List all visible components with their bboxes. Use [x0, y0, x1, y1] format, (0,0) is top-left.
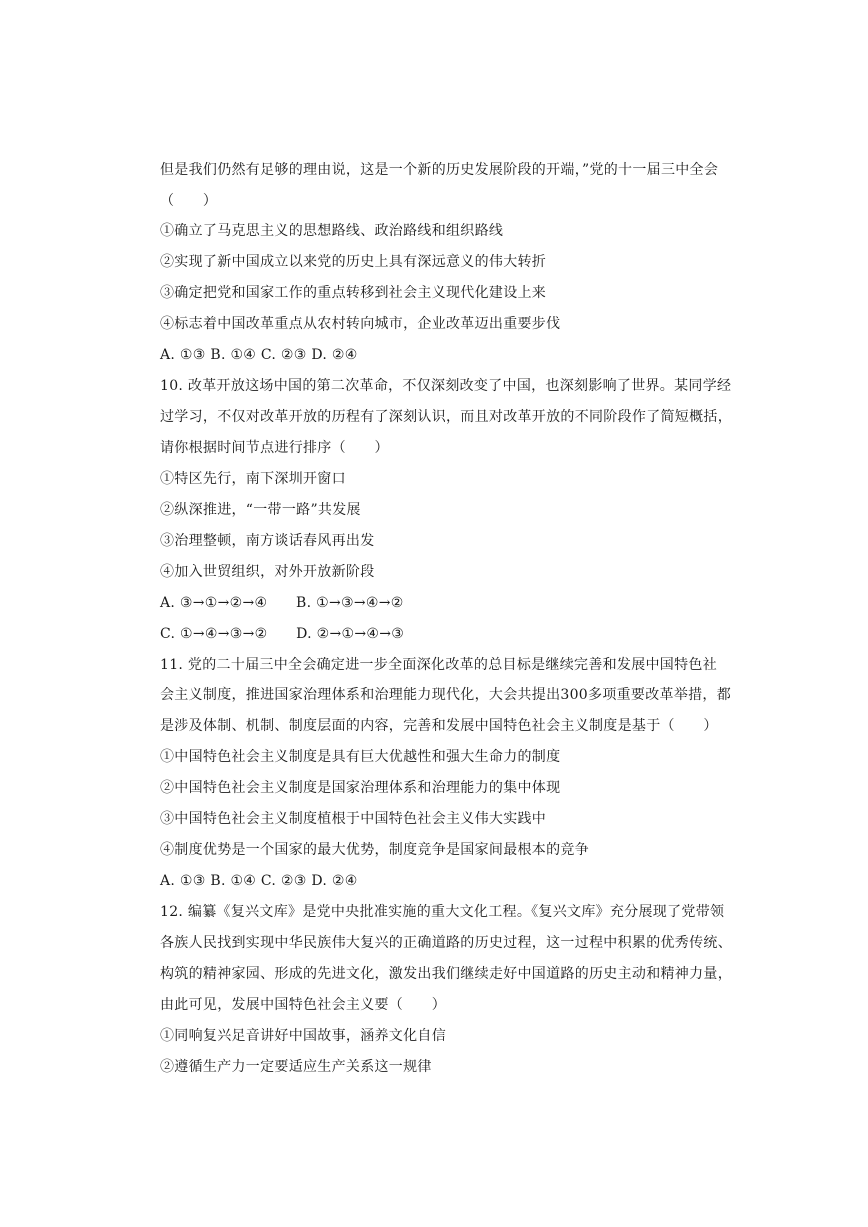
option-line: ④加入世贸组织，对外开放新阶段 — [160, 564, 375, 580]
option-line: ①特区先行，南下深圳开窗口 — [160, 471, 346, 487]
question-12-text: 各族人民找到实现中华民族伟大复兴的正确道路的历史过程，这一过程中积累的优秀传统、 — [160, 935, 732, 951]
answer-bracket: （ ） — [160, 193, 218, 209]
text-line: 但是我们仍然有足够的理由说，这是一个新的历史发展阶段的开端，”党的十一届三中全会 — [160, 162, 719, 178]
question-12-text: 12. 编纂《复兴文库》是党中央批准实施的重大文化工程。《复兴文库》充分展现了党带领 — [160, 904, 725, 920]
option-line: ②纵深推进，“一带一路”共发展 — [160, 502, 361, 518]
choice-line: C. ①→④→③→② D. ②→①→④→③ — [160, 626, 405, 642]
option-line: ②实现了新中国成立以来党的历史上具有深远意义的伟大转折 — [160, 254, 547, 270]
option-line: ①同响复兴足音讲好中国故事，涵养文化自信 — [160, 1028, 446, 1044]
question-11-text: 是涉及体制、机制、制度层面的内容，完善和发展中国特色社会主义制度是基于（ ） — [160, 718, 718, 734]
option-line: ④制度优势是一个国家的最大优势，制度竞争是国家间最根本的竞争 — [160, 842, 589, 858]
option-line: ④标志着中国改革重点从农村转向城市，企业改革迈出重要步伐 — [160, 316, 561, 332]
choice-line: A. ①③ B. ①④ C. ②③ D. ②④ — [160, 873, 358, 889]
question-11-text: 11. 党的二十届三中全会确定进一步全面深化改革的总目标是继续完善和发展中国特色社 — [160, 657, 718, 673]
option-line: ①确立了马克思主义的思想路线、政治路线和组织路线 — [160, 223, 504, 239]
question-10-text: 10. 改革开放这场中国的第二次革命，不仅深刻改变了中国，也深刻影响了世界。某同学经 — [160, 378, 732, 394]
choice-line: A. ①③ B. ①④ C. ②③ D. ②④ — [160, 347, 358, 363]
option-line: ③中国特色社会主义制度植根于中国特色社会主义伟大实践中 — [160, 811, 547, 827]
choice-line: A. ③→①→②→④ B. ①→③→④→② — [160, 595, 404, 611]
option-line: ③确定把党和国家工作的重点转移到社会主义现代化建设上来 — [160, 285, 547, 301]
option-line: ③治理整顿，南方谈话春风再出发 — [160, 533, 375, 549]
option-line: ①中国特色社会主义制度是具有巨大优越性和强大生命力的制度 — [160, 749, 561, 765]
question-12-text: 构筑的精神家园、形成的先进文化，激发出我们继续走好中国道路的历史主动和精神力量， — [160, 966, 732, 982]
question-10-text: 过学习，不仅对改革开放的历程有了深刻认识，而且对改革开放的不同阶段作了简短概括， — [160, 409, 732, 425]
question-10-text: 请你根据时间节点进行排序（ ） — [160, 440, 389, 456]
question-11-text: 会主义制度，推进国家治理体系和治理能力现代化，大会共提出300多项重要改革举措，都 — [160, 687, 732, 703]
question-12-text: 由此可见，发展中国特色社会主义要（ ） — [160, 997, 446, 1013]
option-line: ②遵循生产力一定要适应生产关系这一规律 — [160, 1059, 432, 1075]
option-line: ②中国特色社会主义制度是国家治理体系和治理能力的集中体现 — [160, 780, 561, 796]
